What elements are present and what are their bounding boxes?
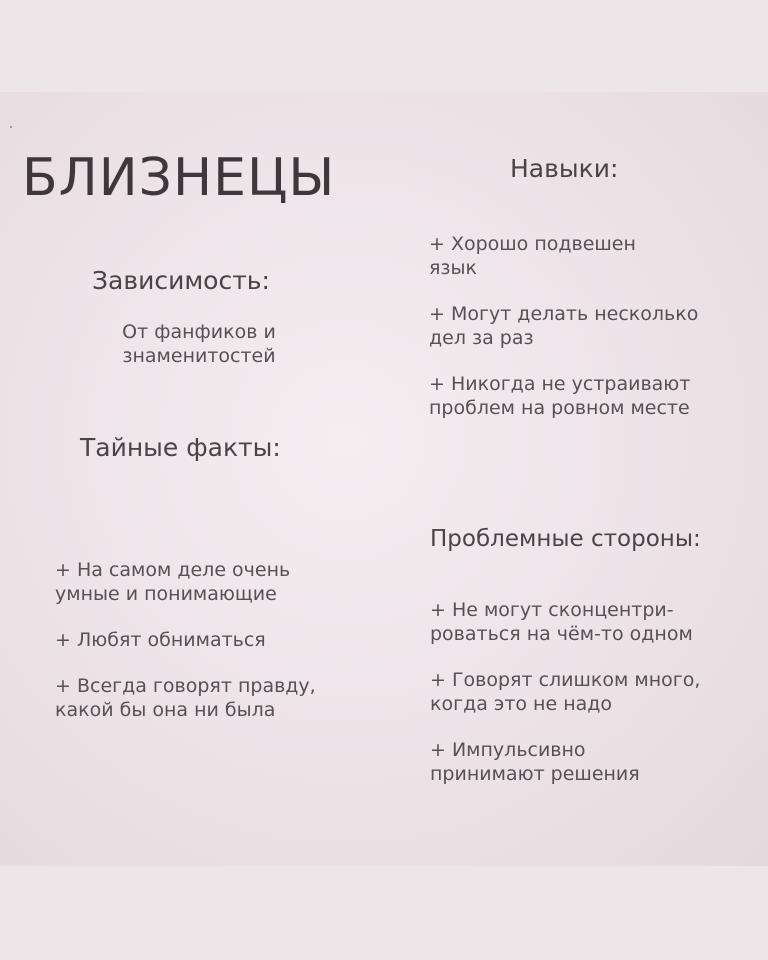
weak-side-1-line1: + Не могут сконцентри- [430,599,674,621]
skill-2-line2: дел за раз [429,327,534,349]
weak-side-2-line1: + Говорят слишком много, [430,669,701,691]
secret-fact-3-line1: + Всегда говорят правду, [55,675,316,697]
secret-fact-1-line2: умные и понимающие [55,583,277,605]
secret-fact-item-3 [55,674,355,722]
skills-heading: Навыки: [510,154,619,183]
dependence-heading: Зависимость: [92,266,270,295]
decorative-dot [10,126,12,128]
weak-side-1-line2: роваться на чём-то одном [430,623,693,645]
weak-side-item-1 [430,598,750,646]
weak-sides-heading: Проблемные стороны: [430,526,701,552]
secret-facts-heading: Тайные факты: [80,433,281,462]
dependence-text-line1: От фанфиков и [122,321,276,343]
secret-fact-3-line2: какой бы она ни была [55,699,276,721]
skill-2-line1: + Могут делать несколько [429,303,699,325]
weak-side-item-2 [430,668,750,716]
secret-facts-list [55,558,355,722]
weak-side-3-line1: + Импульсивно [430,739,586,761]
weak-side-2-line2: когда это не надо [430,693,613,715]
skill-item-2 [429,302,749,350]
secret-fact-item-1 [55,558,355,606]
page-title: БЛИЗНЕЦЫ [22,148,336,208]
secret-fact-2-line1: + Любят обниматься [55,629,266,651]
secret-fact-1-line1: + На самом деле очень [55,559,291,581]
dependence-text [90,320,308,368]
weak-side-3-line2: принимают решения [430,763,640,785]
secret-fact-item-2 [55,628,355,652]
skills-list [429,232,749,420]
skill-3-line2: проблем на ровном месте [429,397,690,419]
skill-item-1 [429,232,749,280]
skill-1-line1: + Хорошо подвешен [429,233,636,255]
skill-3-line1: + Никогда не устраивают [429,373,691,395]
skill-1-line2: язык [429,257,478,279]
skill-item-3 [429,372,749,420]
dependence-text-line2: знаменитостей [122,345,276,367]
weak-sides-list [430,598,750,786]
weak-side-item-3 [430,738,750,786]
